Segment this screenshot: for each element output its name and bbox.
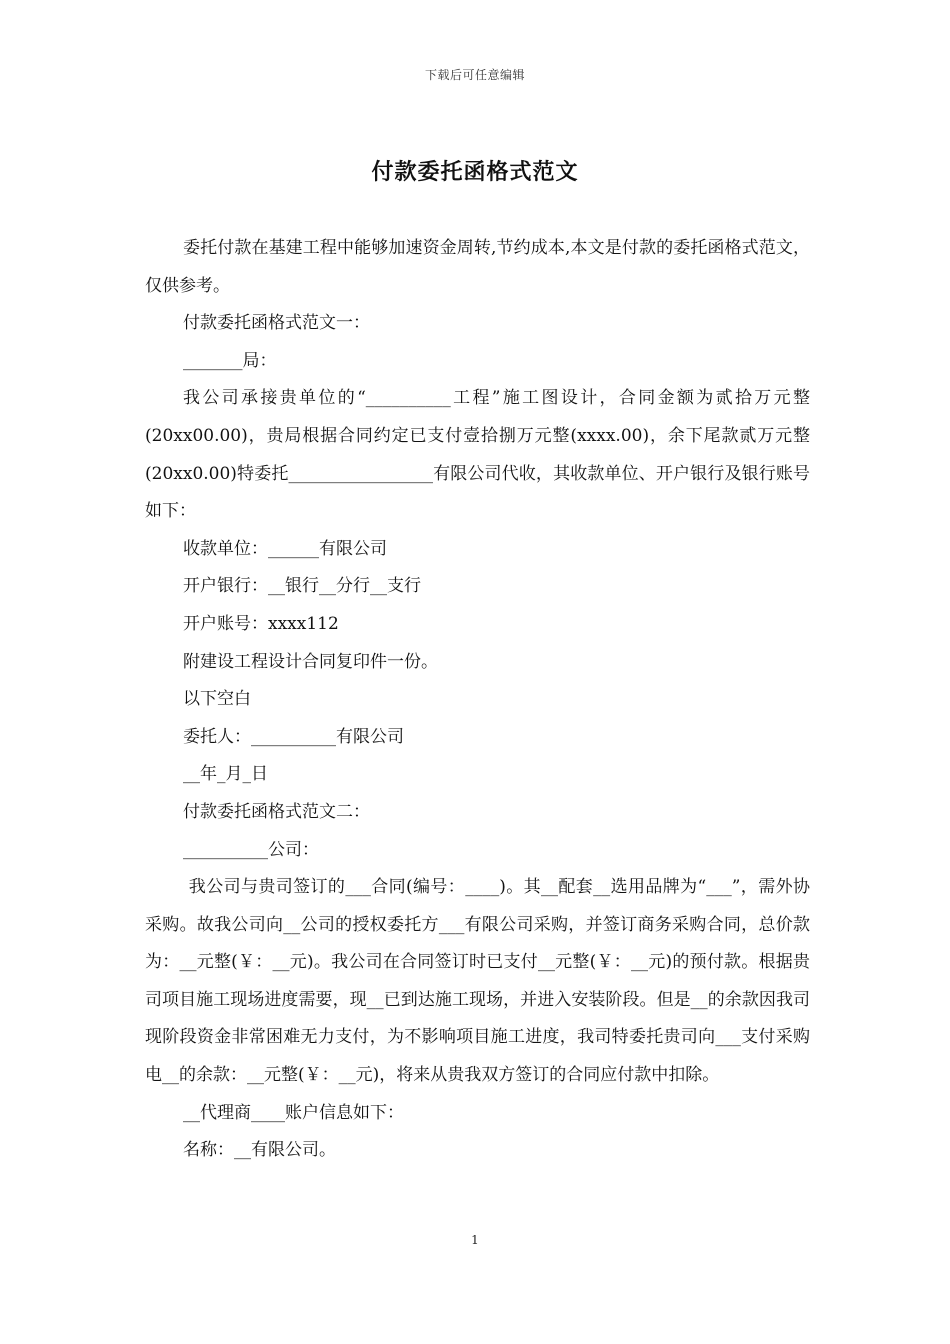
document-title: 付款委托函格式范文	[371, 159, 579, 185]
blank-below-line: 以下空白	[183, 689, 251, 710]
page-number: 1	[471, 1233, 479, 1247]
salutation-bureau: _______局：	[183, 350, 277, 371]
name-line: 名称：__有限公司。	[183, 1140, 336, 1161]
account-number-line: 开户账号：xxxx112	[183, 613, 339, 634]
body-paragraph-two: 我公司与贵司签订的___合同(编号：____)。其__配套__选用品牌为“___”，需外协采购。故我公司向__公司的授权委托方___有限公司采购，并签订商务采购合同，总价款为：__元整(￥：__元)。我公司在合同签订时已支付__元整(￥：__元)的预付款。根据贵司项目施工现场进度需要，现__已到达施工现场，并进入安装阶段。但是__的余款因我司现阶段资金非常困难无力支付，为不影响项目施工进度，我司特委托贵司向___支付采购电__的余款：__元整(￥：__元)，将来从贵我双方签订的合同应付款中扣除。	[145, 877, 810, 1086]
body-paragraph: 我公司承接贵单位的“__________工程”施工图设计，合同金额为贰拾万元整(20xx00.00)，贵局根据合同约定已支付壹拾捌万元整(xxxx.00)，余下尾款贰万元整(20xx0.00)特委托_________________有限公司代收，其收款单位、开户银行及银行账号如下：	[145, 388, 810, 522]
date-line: __年_月_日	[183, 764, 268, 785]
section-heading-one: 付款委托函格式范文一：	[183, 313, 370, 334]
section-heading-two: 付款委托函格式范文二：	[183, 801, 370, 822]
principal-line: 委托人：__________有限公司	[183, 726, 404, 747]
payee-unit-line: 收款单位：______有限公司	[183, 538, 387, 559]
salutation-company: __________公司：	[183, 839, 319, 860]
document-body	[145, 230, 810, 1170]
attachment-line: 附建设工程设计合同复印件一份。	[183, 651, 438, 672]
agent-account-line: __代理商____账户信息如下：	[183, 1102, 404, 1123]
header-note: 下载后可任意编辑	[424, 68, 525, 82]
bank-line: 开户银行：__银行__分行__支行	[183, 576, 421, 597]
intro-paragraph: 委托付款在基建工程中能够加速资金周转,节约成本,本文是付款的委托函格式范文，仅供参考。	[145, 238, 810, 296]
